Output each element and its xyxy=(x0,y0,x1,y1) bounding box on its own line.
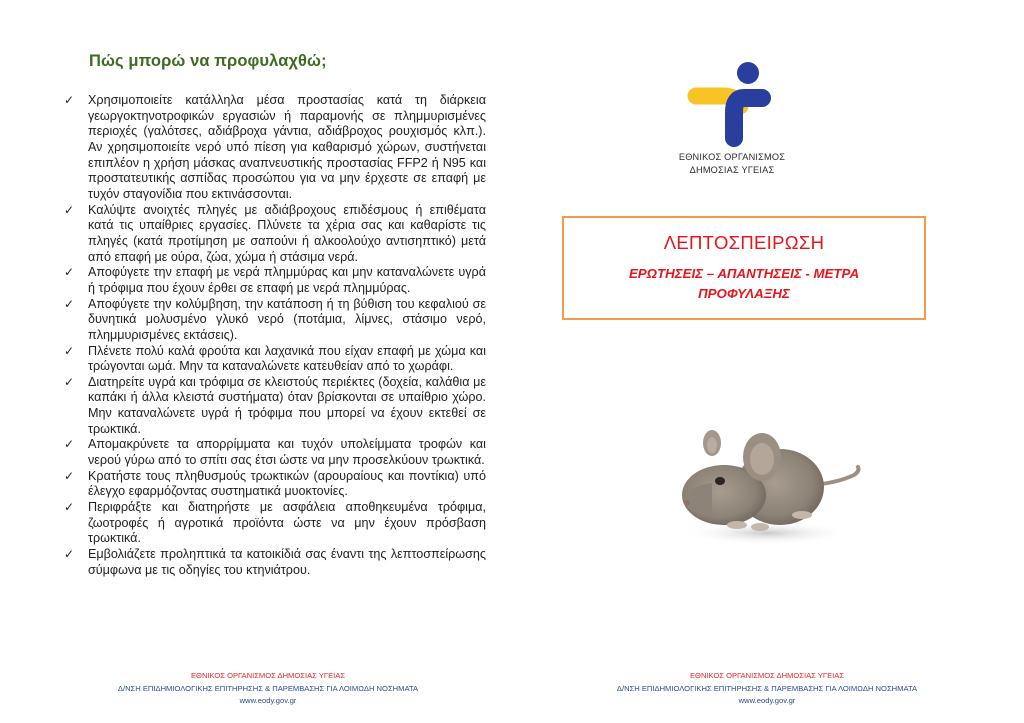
right-page xyxy=(512,0,1024,723)
list-item-text: Αποφύγετε την επαφή με νερά πλημμύρας και μην καταναλώνετε υγρά ή τρόφιμα που έχουν έρθει σε επαφή με νερά πλημμύρας. xyxy=(88,265,486,295)
footer-url[interactable]: www.eody.gov.gr xyxy=(738,696,796,705)
logo-line-1: ΕΘΝΙΚΟΣ ΟΡΓΑΝΙΣΜΟΣ xyxy=(678,152,786,162)
check-icon: ✓ xyxy=(64,296,75,311)
logo-text xyxy=(662,151,802,177)
list-item-text: Εμβολιάζετε προληπτικά τα κατοικίδιά σας έναντι της λεπτοσπείρωσης σύμφωνα με τις οδηγίες του κτηνιάτρου. xyxy=(88,547,486,577)
check-icon: ✓ xyxy=(64,374,75,389)
footer xyxy=(511,670,1023,708)
list-item-text: Χρησιμοποιείτε κατάλληλα μέσα προστασίας κατά τη διάρκεια γεωργοκτηνοτροφικών εργασιών ή παραμονής σε πλημμυρισμένες περιοχές (γαλότσες, αδιάβροχα γάντια, αδιάβροχος ρουχισμός κλπ.). Αν χρησιμοποιείτε νερό υπό πίεση για καθαρισμό χώρων, συστήνεται επιπλέον η χρήση μάσκας αναπνευστικής προστασίας FFP2 ή N95 και προστατευτικής ασπίδας προσώπου για να μην έρχεστε σε επαφή με τυχόν σταγονίδια που εκτινάσσονται. xyxy=(88,93,486,201)
footer-url[interactable]: www.eody.gov.gr xyxy=(239,696,297,705)
check-icon: ✓ xyxy=(64,468,75,483)
list-item xyxy=(62,500,486,547)
list-item-text: Περιφράξτε και διατηρήστε με ασφάλεια αποθηκευμένα τρόφιμα, ζωοτροφές ή αγροτικά προϊόντα ώστε να μην έχουν πρόσβαση τρωκτικά. xyxy=(88,500,486,546)
document-subtitle: ΕΡΩΤΗΣΕΙΣ – ΑΠΑΝΤΗΣΕΙΣ - ΜΕΤΡΑ ΠΡΟΦΥΛΑΞΗΣ xyxy=(628,266,860,301)
prevention-list xyxy=(62,93,486,578)
list-item xyxy=(62,469,486,500)
list-item-text: Καλύψτε ανοιχτές πληγές με αδιάβροχους επιδέσμους ή επιθέματα κατά τις υπαίθριες εργασίες. Πλύνετε τα χέρια σας και καθαρίστε τις πληγές (κατά προτίμηση με σαπούνι ή αλκοολούχο αντισηπτικό) μετά από επαφή με ούρα, ζώα, χώμα ή στάσιμα νερά. xyxy=(88,202,486,264)
logo-line-2: ΔΗΜΟΣΙΑΣ ΥΓΕΙΑΣ xyxy=(689,165,775,175)
footer-org: ΕΘΝΙΚΟΣ ΟΡΓΑΝΙΣΜΟΣ ΔΗΜΟΣΙΑΣ ΥΓΕΙΑΣ xyxy=(689,671,845,680)
list-item-text: Διατηρείτε υγρά και τρόφιμα σε κλειστούς περιέκτες (δοχεία, καλάθια με καπάκι ή άλλα κλειστά συστήματα) όταν βρίσκονται σε υπαίθριο χώρο. Μην καταναλώνετε υγρά ή τρόφιμα που μπορεί να έχουν εκτεθεί σε τρωκτικά. xyxy=(88,374,486,436)
check-icon: ✓ xyxy=(64,437,75,452)
check-icon: ✓ xyxy=(64,343,75,358)
list-item xyxy=(62,203,486,266)
list-item xyxy=(62,437,486,468)
list-item-text: Απομακρύνετε τα απορρίμματα και τυχόν υπολείμματα τροφών και νερού γύρω από το σπίτι σας έτσι ώστε να μην προσελκύουν τρωκτικά. xyxy=(88,437,486,468)
check-icon: ✓ xyxy=(64,202,75,217)
list-item xyxy=(62,547,486,578)
list-item xyxy=(62,93,486,203)
list-item xyxy=(62,344,486,375)
section-title: Πώς μπορώ να προφυλαχθώ; xyxy=(89,52,327,70)
list-item-text: Πλένετε πολύ καλά φρούτα και λαχανικά που είχαν επαφή με χώμα και τρώγονται ωμά. Μην τα καταναλώνετε κατευθείαν από το χωράφι. xyxy=(88,343,486,374)
check-icon: ✓ xyxy=(64,500,75,515)
footer-org: ΕΘΝΙΚΟΣ ΟΡΓΑΝΙΣΜΟΣ ΔΗΜΟΣΙΑΣ ΥΓΕΙΑΣ xyxy=(190,671,346,680)
title-box xyxy=(562,216,926,320)
list-item xyxy=(62,297,486,344)
check-icon: ✓ xyxy=(64,93,75,107)
list-item-text: Κρατήστε τους πληθυσμούς τρωκτικών (αρουραίους και ποντίκια) υπό έλεγχο εφαρμόζοντας συστηματικά μυοκτονίες. xyxy=(88,468,486,499)
mouse-image xyxy=(662,415,872,550)
document-title: ΛΕΠΤΟΣΠΕΙΡΩΣΗ xyxy=(663,232,825,253)
footer xyxy=(12,670,524,708)
list-item xyxy=(62,265,486,296)
list-item xyxy=(62,375,486,438)
list-item-text: Αποφύγετε την κολύμβηση, την κατάποση ή τη βύθιση του κεφαλιού σε δυνητικά μολυσμένο γλυκό νερό (ποτάμια, λίμνες, στάσιμο νερό, πλημμυρισμένες εκτάσεις). xyxy=(88,296,486,342)
check-icon: ✓ xyxy=(64,547,75,562)
footer-dept: Δ/ΝΣΗ ΕΠΙΔΗΜΙΟΛΟΓΙΚΗΣ ΕΠΙΤΗΡΗΣΗΣ & ΠΑΡΕΜΒΑΣΗΣ ΓΙΑ ΛΟΙΜΩΔΗ ΝΟΣΗΜΑΤΑ xyxy=(616,683,918,693)
check-icon: ✓ xyxy=(64,265,75,280)
footer-dept: Δ/ΝΣΗ ΕΠΙΔΗΜΙΟΛΟΓΙΚΗΣ ΕΠΙΤΗΡΗΣΗΣ & ΠΑΡΕΜΒΑΣΗΣ ΓΙΑ ΛΟΙΜΩΔΗ ΝΟΣΗΜΑΤΑ xyxy=(117,683,419,693)
